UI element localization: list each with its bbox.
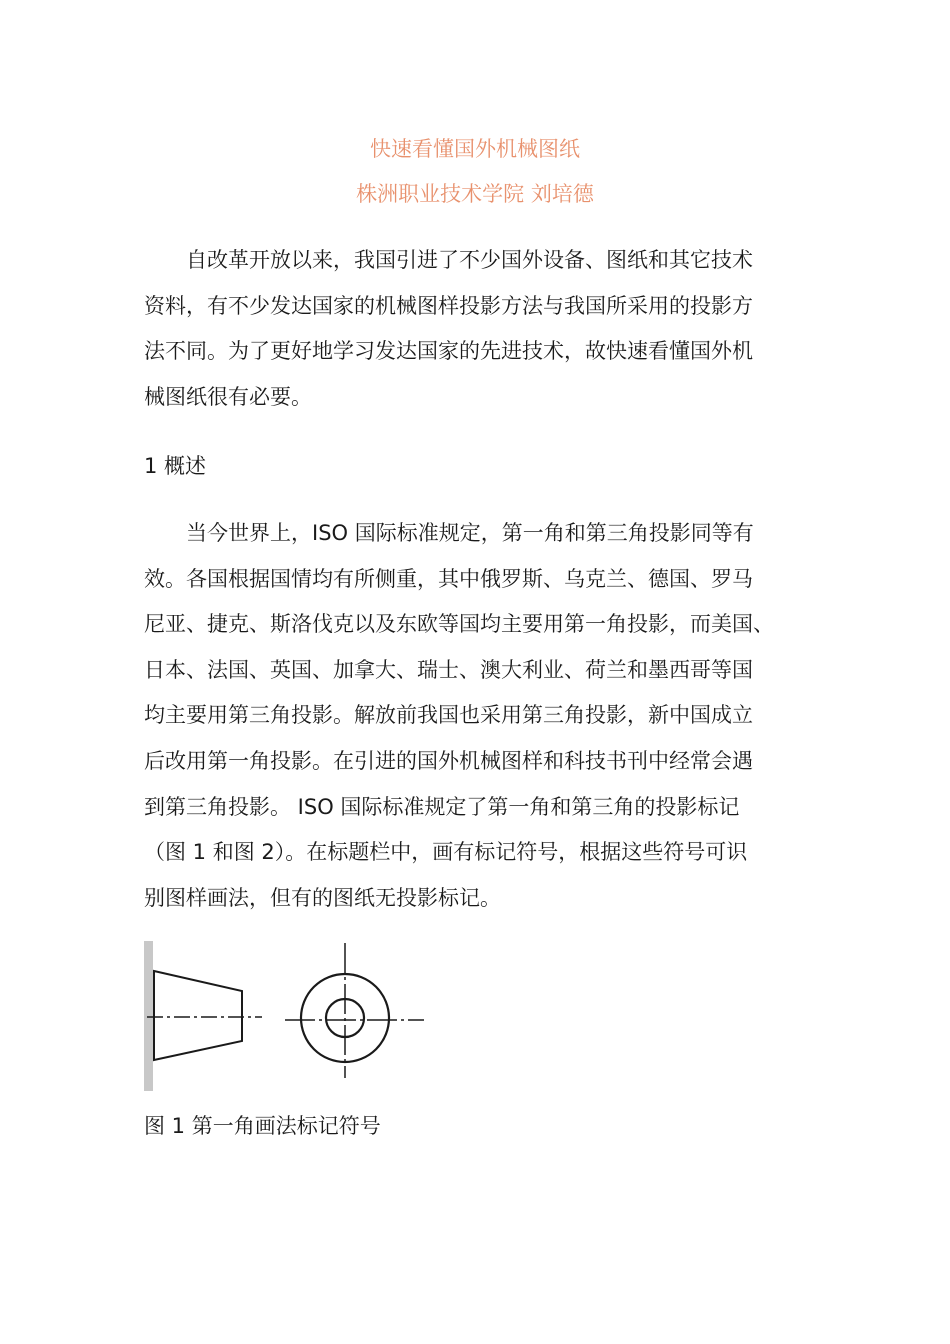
paragraph-line: （图 1 和图 2）。在标题栏中，画有标记符号，根据这些符号可识 (144, 840, 748, 865)
paragraph-line: 械图纸很有必要。 (144, 384, 312, 409)
paragraph-line: 到第三角投影。 ISO 国际标准规定了第一角和第三角的投影标记 (144, 794, 740, 819)
intro-paragraph (144, 238, 808, 420)
paragraph-line: 别图样画法，但有的图纸无投影标记。 (144, 885, 501, 910)
paragraph-line: 日本、法国、英国、加拿大、瑞士、澳大利业、荷兰和墨西哥等国 (144, 657, 753, 682)
paragraph-line: 效。各国根据国情均有所侧重，其中俄罗斯、乌克兰、德国、罗马 (144, 566, 753, 591)
scan-edge (144, 941, 153, 1091)
paragraph-line: 资料，有不少发达国家的机械图样投影方法与我国所采用的投影方 (144, 293, 753, 318)
document-title: 快速看懂国外机械图纸 (370, 137, 580, 161)
cone-side-view (154, 971, 242, 1060)
paragraph-line: 当今世界上，ISO 国际标准规定，第一角和第三角投影同等有 (144, 521, 754, 545)
first-angle-projection-symbol (144, 941, 434, 1091)
paragraph-line: 法不同。为了更好地学习发达国家的先进技术，故快速看懂国外机 (144, 339, 753, 364)
paragraph-line: 均主要用第三角投影。解放前我国也采用第三角投影，新中国成立 (144, 703, 753, 728)
section-heading: 1 概述 (144, 454, 207, 478)
author-line: 株洲职业技术学院 刘培德 (356, 182, 594, 206)
projection-symbol-drawing (144, 941, 434, 1091)
paragraph-line: 自改革开放以来，我国引进了不少国外设备、图纸和其它技术 (144, 248, 753, 272)
figure-caption: 图 1 第一角画法标记符号 (144, 1114, 381, 1138)
paragraph-line: 尼亚、捷克、斯洛伐克以及东欧等国均主要用第一角投影，而美国、 (144, 612, 774, 637)
overview-paragraph (144, 511, 808, 921)
paragraph-line: 后改用第一角投影。在引进的国外机械图样和科技书刊中经常会遇 (144, 748, 753, 773)
